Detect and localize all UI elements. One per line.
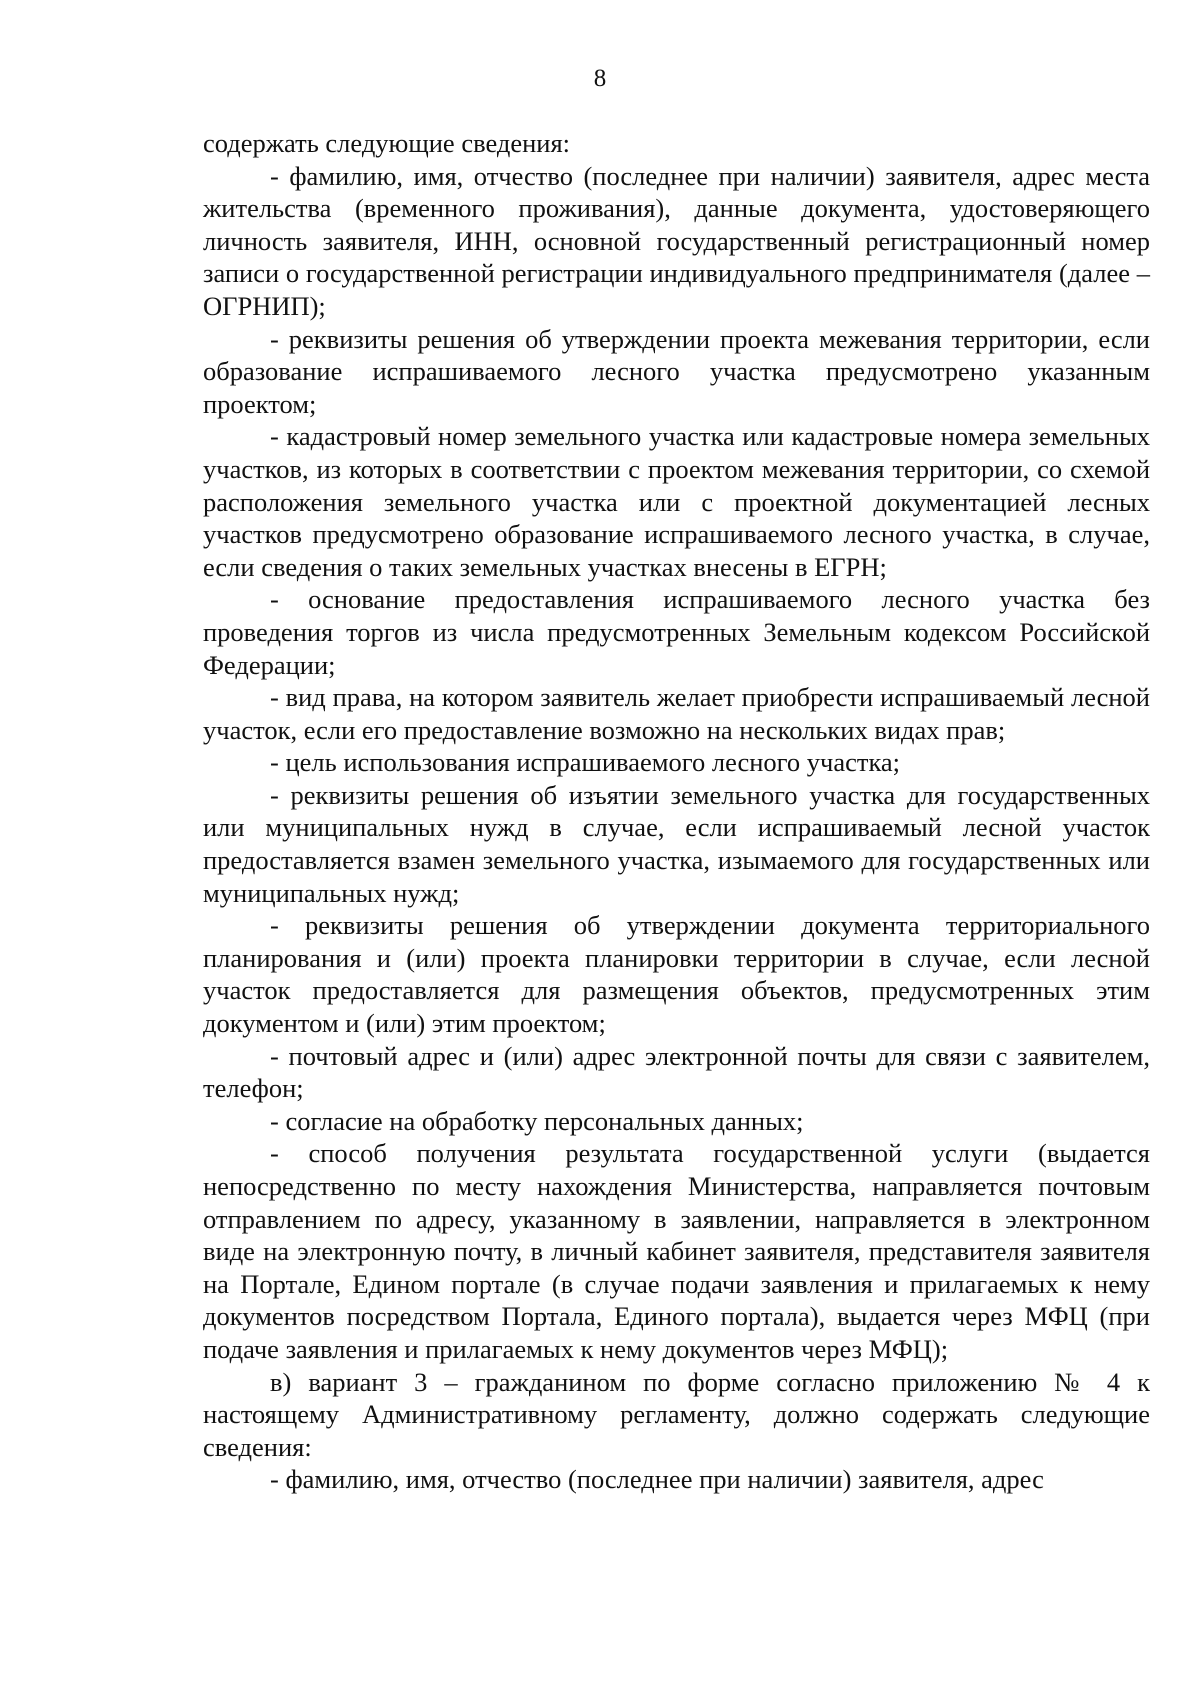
- paragraph-result-delivery: - способ получения результата государственной услуги (выдается непосредственно по месту нахождения Министерства, направляется почтовым отправлением по адресу, указанному в заявлении, направляется в электронном виде на электронную почту, в личный кабинет заявителя, представителя заявителя на Портале, Едином портале (в случае подачи заявления и прилагаемых к нему документов посредством Портала, Единого портала), выдается через МФЦ (при подаче заявления и прилагаемых к нему документов через МФЦ);: [203, 1138, 1150, 1364]
- paragraph-applicant-details-cont: - фамилию, имя, отчество (последнее при наличии) заявителя, адрес: [270, 1464, 1044, 1495]
- paragraph-seizure-decision: - реквизиты решения об изъятии земельного участка для государственных или муниципальных нужд в случае, если испрашиваемый лесной участок предоставляется взамен земельного участка, изымаемого для государственных или муниципальных нужд;: [203, 779, 1150, 908]
- paragraph-intro: содержать следующие сведения:: [203, 128, 571, 158]
- paragraph-consent: - согласие на обработку персональных данных;: [270, 1105, 804, 1136]
- paragraph-purpose: - цель использования испрашиваемого лесного участка;: [270, 747, 901, 778]
- paragraph-cadastral-number: - кадастровый номер земельного участка или кадастровые номера земельных участков, из которых в соответствии с проектом межевания территории, со схемой расположения земельного участка или с проектной документацией лесных участков предусмотрено образование испрашиваемого лесного участка, в случае, если сведения о таких земельных участках внесены в ЕГРН;: [203, 421, 1150, 582]
- paragraph-grounds: - основание предоставления испрашиваемого лесного участка без проведения торгов из числа предусмотренных Земельным кодексом Российской Федерации;: [203, 584, 1150, 680]
- paragraph-planning-decision: - реквизиты решения об утверждении документа территориального планирования и (или) проекта планировки территории в случае, если лесной участок предоставляется для размещения объектов, предусмотренных этим документом и (или) этим проектом;: [203, 910, 1150, 1039]
- paragraph-contact-address: - почтовый адрес и (или) адрес электронной почты для связи с заявителем, телефон;: [203, 1040, 1150, 1104]
- document-body: [203, 127, 1150, 1496]
- page-number: 8: [593, 65, 607, 92]
- paragraph-variant-3: в) вариант 3 – гражданином по форме согласно приложению № 4 к настоящему Административному регламенту, должно содержать следующие сведения:: [203, 1366, 1150, 1462]
- paragraph-right-type: - вид права, на котором заявитель желает приобрести испрашиваемый лесной участок, если его предоставление возможно на нескольких видах прав;: [203, 682, 1150, 745]
- paragraph-survey-project: - реквизиты решения об утверждении проекта межевания территории, если образование испрашиваемого лесного участка предусмотрено указанным проектом;: [203, 323, 1150, 419]
- paragraph-applicant-details: - фамилию, имя, отчество (последнее при наличии) заявителя, адрес места жительства (временного проживания), данные документа, удостоверяющего личность заявителя, ИНН, основной государственный регистрационный номер записи о государственной регистрации индивидуального предпринимателя (далее – ОГРНИП);: [203, 160, 1150, 321]
